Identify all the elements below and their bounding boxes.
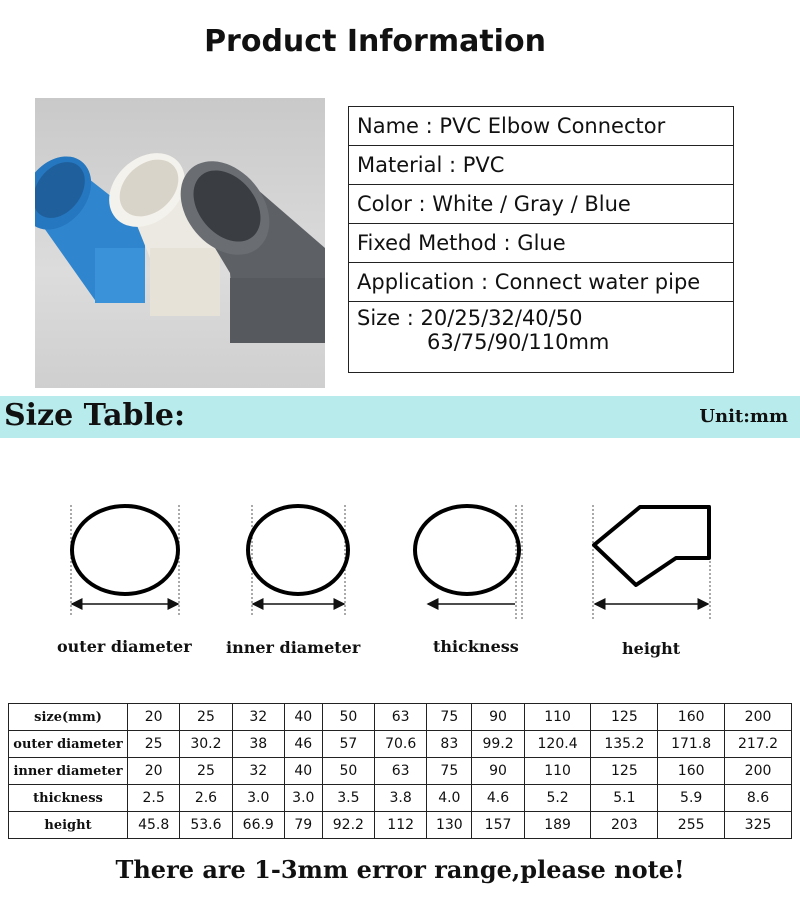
inner-diameter-label: inner diameter	[226, 638, 361, 657]
table-cell: 160	[658, 704, 725, 731]
table-cell: 20	[128, 704, 180, 731]
info-row-material: Material : PVC	[349, 146, 734, 185]
outer-diameter-diagram	[71, 505, 179, 615]
info-value: PVC Elbow Connector	[439, 114, 666, 138]
size-table-banner	[0, 396, 800, 438]
info-row-application: Application : Connect water pipe	[349, 263, 734, 302]
table-cell: 32	[232, 758, 284, 785]
error-range-note: There are 1-3mm error range,please note!	[115, 855, 685, 884]
table-cell: 130	[427, 812, 472, 839]
table-cell: 45.8	[128, 812, 180, 839]
table-cell: 92.2	[322, 812, 374, 839]
thickness-diagram	[415, 505, 522, 620]
table-cell: 57	[322, 731, 374, 758]
info-value: PVC	[462, 153, 505, 177]
table-cell: 3.0	[284, 785, 322, 812]
table-cell: 110	[524, 704, 591, 731]
table-row	[9, 704, 792, 731]
table-cell: 112	[375, 812, 427, 839]
table-cell: 90	[472, 704, 524, 731]
row-header: height	[9, 812, 128, 839]
table-cell: 200	[725, 704, 792, 731]
row-header: inner diameter	[9, 758, 128, 785]
info-label: Material	[357, 153, 443, 177]
info-row-color: Color : White / Gray / Blue	[349, 185, 734, 224]
row-header: thickness	[9, 785, 128, 812]
table-cell: 70.6	[375, 731, 427, 758]
table-cell: 25	[128, 731, 180, 758]
size-table-title: Size Table:	[4, 398, 186, 433]
info-row-name: Name : PVC Elbow Connector	[349, 107, 734, 146]
info-value: White / Gray / Blue	[432, 192, 631, 216]
size-table-body	[9, 704, 792, 839]
thickness-label: thickness	[433, 637, 519, 656]
inner-diameter-diagram	[248, 505, 348, 615]
table-cell: 40	[284, 704, 322, 731]
table-cell: 5.1	[591, 785, 658, 812]
table-cell: 40	[284, 758, 322, 785]
info-value-line2: 63/75/90/110mm	[427, 330, 610, 354]
info-row-size: Size : 20/25/32/40/50 63/75/90/110mm	[349, 302, 734, 373]
info-label: Size	[357, 306, 401, 330]
size-table	[8, 703, 792, 839]
table-cell: 120.4	[524, 731, 591, 758]
table-cell: 53.6	[180, 812, 232, 839]
table-cell: 3.5	[322, 785, 374, 812]
table-cell: 2.6	[180, 785, 232, 812]
table-cell: 217.2	[725, 731, 792, 758]
table-cell: 75	[427, 758, 472, 785]
table-row	[9, 731, 792, 758]
table-cell: 2.5	[128, 785, 180, 812]
info-value: 20/25/32/40/50	[420, 306, 583, 330]
table-cell: 3.8	[375, 785, 427, 812]
table-cell: 4.0	[427, 785, 472, 812]
table-cell: 5.2	[524, 785, 591, 812]
table-cell: 99.2	[472, 731, 524, 758]
table-cell: 63	[375, 758, 427, 785]
table-cell: 90	[472, 758, 524, 785]
row-header: outer diameter	[9, 731, 128, 758]
table-row	[9, 785, 792, 812]
table-cell: 63	[375, 704, 427, 731]
height-diagram	[593, 505, 710, 620]
table-cell: 171.8	[658, 731, 725, 758]
outer-diameter-label: outer diameter	[57, 637, 192, 656]
table-cell: 325	[725, 812, 792, 839]
table-cell: 8.6	[725, 785, 792, 812]
info-value: Glue	[517, 231, 566, 255]
table-row	[9, 812, 792, 839]
product-info-table	[348, 106, 734, 373]
page-title: Product Information	[204, 24, 546, 59]
table-cell: 79	[284, 812, 322, 839]
table-cell: 110	[524, 758, 591, 785]
table-cell: 3.0	[232, 785, 284, 812]
info-label: Fixed Method	[357, 231, 497, 255]
info-row-fixed-method: Fixed Method : Glue	[349, 224, 734, 263]
product-photo	[35, 98, 325, 388]
table-cell: 5.9	[658, 785, 725, 812]
info-label: Color	[357, 192, 412, 216]
table-cell: 135.2	[591, 731, 658, 758]
table-cell: 50	[322, 758, 374, 785]
table-cell: 189	[524, 812, 591, 839]
measurement-diagrams	[0, 490, 800, 640]
table-cell: 255	[658, 812, 725, 839]
table-cell: 83	[427, 731, 472, 758]
table-cell: 20	[128, 758, 180, 785]
table-cell: 157	[472, 812, 524, 839]
table-cell: 50	[322, 704, 374, 731]
row-header: size(mm)	[9, 704, 128, 731]
info-value: Connect water pipe	[494, 270, 701, 294]
table-cell: 125	[591, 758, 658, 785]
table-cell: 160	[658, 758, 725, 785]
table-cell: 4.6	[472, 785, 524, 812]
info-label: Application	[357, 270, 475, 294]
height-label: height	[622, 639, 681, 658]
table-cell: 75	[427, 704, 472, 731]
table-cell: 38	[232, 731, 284, 758]
table-cell: 25	[180, 704, 232, 731]
unit-label: Unit:mm	[699, 406, 788, 427]
table-cell: 203	[591, 812, 658, 839]
table-row	[9, 758, 792, 785]
info-label: Name	[357, 114, 419, 138]
table-cell: 46	[284, 731, 322, 758]
table-cell: 66.9	[232, 812, 284, 839]
table-cell: 125	[591, 704, 658, 731]
table-cell: 30.2	[180, 731, 232, 758]
table-cell: 200	[725, 758, 792, 785]
table-cell: 25	[180, 758, 232, 785]
table-cell: 32	[232, 704, 284, 731]
